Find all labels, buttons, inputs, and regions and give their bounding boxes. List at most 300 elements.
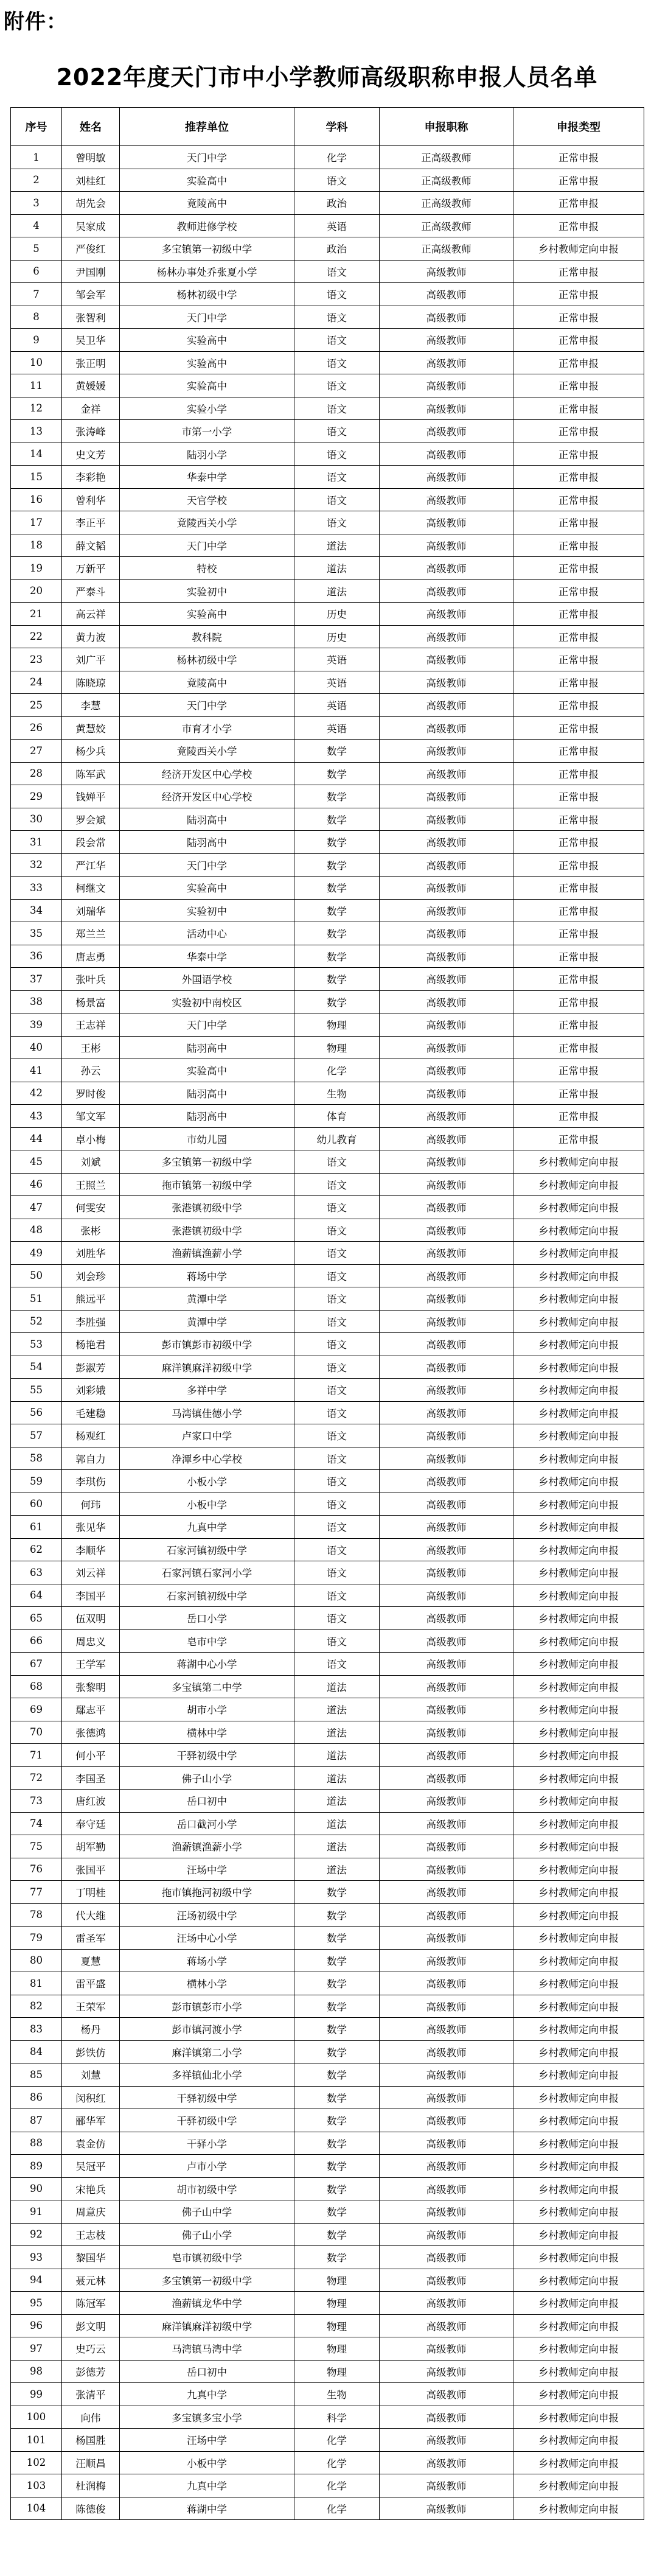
cell-title: 高级教师 (380, 351, 513, 374)
cell-name: 黄力波 (62, 625, 120, 648)
cell-title: 高级教师 (380, 1949, 513, 1972)
cell-index: 96 (11, 2314, 62, 2337)
cell-index: 17 (11, 511, 62, 534)
cell-name: 刘会珍 (62, 1264, 120, 1287)
cell-unit: 实验高中 (120, 1059, 294, 1082)
cell-unit: 胡市初级中学 (120, 2177, 294, 2200)
cell-type: 乡村教师定向申报 (513, 1675, 644, 1698)
cell-unit: 实验初中南校区 (120, 990, 294, 1013)
cell-subject: 数学 (294, 740, 380, 763)
table-row (11, 2018, 644, 2041)
cell-unit: 蒋湖中心小学 (120, 1653, 294, 1676)
cell-unit: 卢市小学 (120, 2155, 294, 2178)
cell-name: 刘云祥 (62, 1561, 120, 1584)
cell-subject: 政治 (294, 192, 380, 215)
cell-index: 49 (11, 1242, 62, 1265)
cell-type: 乡村教师定向申报 (513, 1835, 644, 1858)
cell-index: 2 (11, 169, 62, 192)
cell-title: 高级教师 (380, 1812, 513, 1835)
cell-title: 正高级教师 (380, 192, 513, 215)
cell-title: 高级教师 (380, 1698, 513, 1721)
cell-index: 9 (11, 329, 62, 352)
cell-index: 68 (11, 1675, 62, 1698)
cell-title: 高级教师 (380, 2451, 513, 2474)
cell-subject: 语文 (294, 1424, 380, 1447)
cell-subject: 数学 (294, 853, 380, 877)
cell-index: 4 (11, 214, 62, 237)
cell-index: 23 (11, 648, 62, 671)
cell-subject: 语文 (294, 1561, 380, 1584)
cell-subject: 化学 (294, 2429, 380, 2452)
table-row (11, 420, 644, 443)
cell-unit: 天门中学 (120, 146, 294, 169)
cell-type: 乡村教师定向申报 (513, 1881, 644, 1904)
table-row (11, 2063, 644, 2087)
cell-name: 宋艳兵 (62, 2177, 120, 2200)
cell-subject: 语文 (294, 1379, 380, 1402)
table-row (11, 2109, 644, 2132)
table-row (11, 1561, 644, 1584)
cell-subject: 数学 (294, 877, 380, 900)
cell-title: 高级教师 (380, 260, 513, 283)
cell-type: 乡村教师定向申报 (513, 1173, 644, 1196)
cell-index: 30 (11, 808, 62, 831)
table-row (11, 2406, 644, 2429)
cell-name: 金祥 (62, 397, 120, 420)
table-row (11, 579, 644, 603)
cell-name: 罗会斌 (62, 808, 120, 831)
cell-unit: 陆羽高中 (120, 1105, 294, 1128)
cell-type: 乡村教师定向申报 (513, 1287, 644, 1311)
cell-subject: 化学 (294, 1059, 380, 1082)
cell-subject: 道法 (294, 579, 380, 603)
header-unit: 推荐单位 (120, 108, 294, 146)
cell-name: 邹文军 (62, 1105, 120, 1128)
cell-title: 高级教师 (380, 853, 513, 877)
cell-title: 高级教师 (380, 579, 513, 603)
cell-type: 乡村教师定向申报 (513, 2040, 644, 2063)
cell-type: 乡村教师定向申报 (513, 1310, 644, 1333)
table-row (11, 1972, 644, 1995)
cell-unit: 实验高中 (120, 374, 294, 397)
cell-type: 正常申报 (513, 625, 644, 648)
cell-type: 乡村教师定向申报 (513, 1493, 644, 1516)
cell-index: 25 (11, 694, 62, 717)
cell-type: 正常申报 (513, 146, 644, 169)
cell-title: 高级教师 (380, 1310, 513, 1333)
cell-type: 正常申报 (513, 694, 644, 717)
cell-title: 高级教师 (380, 716, 513, 740)
cell-subject: 数学 (294, 1903, 380, 1927)
cell-subject: 政治 (294, 237, 380, 261)
cell-name: 丁明桂 (62, 1881, 120, 1904)
cell-unit: 教师进修学校 (120, 214, 294, 237)
cell-index: 28 (11, 762, 62, 785)
cell-subject: 数学 (294, 2018, 380, 2041)
cell-index: 3 (11, 192, 62, 215)
cell-index: 76 (11, 1858, 62, 1881)
cell-index: 29 (11, 785, 62, 808)
cell-index: 8 (11, 306, 62, 329)
table-row (11, 2360, 644, 2383)
cell-type: 乡村教师定向申报 (513, 2474, 644, 2497)
cell-subject: 数学 (294, 2086, 380, 2109)
cell-type: 正常申报 (513, 488, 644, 511)
cell-unit: 杨林初级中学 (120, 648, 294, 671)
cell-name: 李国圣 (62, 1766, 120, 1790)
table-row (11, 1219, 644, 1242)
cell-index: 56 (11, 1401, 62, 1424)
cell-subject: 道法 (294, 1812, 380, 1835)
cell-name: 吴卫华 (62, 329, 120, 352)
cell-name: 刘胜华 (62, 1242, 120, 1265)
cell-title: 高级教师 (380, 1424, 513, 1447)
cell-index: 50 (11, 1264, 62, 1287)
cell-title: 高级教师 (380, 1561, 513, 1584)
cell-index: 102 (11, 2451, 62, 2474)
cell-subject: 语文 (294, 1653, 380, 1676)
table-row (11, 1858, 644, 1881)
table-row (11, 1493, 644, 1516)
cell-type: 乡村教师定向申报 (513, 2497, 644, 2520)
table-row (11, 671, 644, 694)
cell-title: 高级教师 (380, 2109, 513, 2132)
table-row (11, 2086, 644, 2109)
cell-type: 正常申报 (513, 922, 644, 945)
cell-title: 正高级教师 (380, 214, 513, 237)
table-row (11, 2314, 644, 2337)
cell-index: 32 (11, 853, 62, 877)
cell-title: 高级教师 (380, 2337, 513, 2361)
cell-type: 乡村教师定向申报 (513, 2086, 644, 2109)
cell-subject: 数学 (294, 2109, 380, 2132)
table-row (11, 2155, 644, 2178)
cell-type: 正常申报 (513, 1082, 644, 1105)
cell-unit: 杨林办事处乔张夏小学 (120, 260, 294, 283)
table-row (11, 899, 644, 922)
cell-name: 代大维 (62, 1903, 120, 1927)
cell-title: 高级教师 (380, 2314, 513, 2337)
cell-subject: 数学 (294, 968, 380, 991)
cell-name: 何雯安 (62, 1196, 120, 1219)
table-row (11, 534, 644, 557)
cell-title: 高级教师 (380, 1242, 513, 1265)
cell-index: 75 (11, 1835, 62, 1858)
cell-unit: 麻洋镇第二小学 (120, 2040, 294, 2063)
cell-name: 张正明 (62, 351, 120, 374)
cell-title: 高级教师 (380, 1036, 513, 1059)
cell-type: 正常申报 (513, 1013, 644, 1037)
cell-name: 刘彩娥 (62, 1379, 120, 1402)
table-row (11, 853, 644, 877)
cell-title: 高级教师 (380, 2018, 513, 2041)
cell-type: 正常申报 (513, 534, 644, 557)
table-row (11, 1744, 644, 1767)
cell-unit: 横林小学 (120, 1972, 294, 1995)
cell-title: 高级教师 (380, 1858, 513, 1881)
cell-index: 64 (11, 1584, 62, 1607)
cell-title: 高级教师 (380, 1287, 513, 1311)
cell-unit: 天门中学 (120, 853, 294, 877)
cell-unit: 张港镇初级中学 (120, 1196, 294, 1219)
cell-name: 黄媛媛 (62, 374, 120, 397)
cell-unit: 石家河镇初级中学 (120, 1538, 294, 1561)
cell-subject: 语文 (294, 466, 380, 489)
table-row (11, 1698, 644, 1721)
cell-unit: 天门中学 (120, 1013, 294, 1037)
cell-index: 10 (11, 351, 62, 374)
cell-type: 正常申报 (513, 260, 644, 283)
table-row (11, 1242, 644, 1265)
table-row (11, 488, 644, 511)
table-row (11, 1927, 644, 1950)
cell-type: 正常申报 (513, 648, 644, 671)
cell-index: 22 (11, 625, 62, 648)
cell-type: 正常申报 (513, 329, 644, 352)
cell-unit: 渔薪镇渔薪小学 (120, 1242, 294, 1265)
table-row (11, 1835, 644, 1858)
cell-name: 严俊红 (62, 237, 120, 261)
cell-name: 张涛峰 (62, 420, 120, 443)
cell-index: 70 (11, 1721, 62, 1744)
cell-type: 乡村教师定向申报 (513, 2314, 644, 2337)
cell-index: 94 (11, 2269, 62, 2292)
table-row (11, 1949, 644, 1972)
cell-unit: 多宝镇多宝小学 (120, 2406, 294, 2429)
table-row (11, 922, 644, 945)
cell-title: 高级教师 (380, 945, 513, 968)
cell-index: 99 (11, 2383, 62, 2406)
cell-index: 7 (11, 283, 62, 306)
cell-name: 严泰斗 (62, 579, 120, 603)
cell-index: 16 (11, 488, 62, 511)
cell-unit: 蒋场小学 (120, 1949, 294, 1972)
table-row (11, 1173, 644, 1196)
cell-name: 熊远平 (62, 1287, 120, 1311)
table-row (11, 2451, 644, 2474)
cell-unit: 黄潭中学 (120, 1310, 294, 1333)
cell-title: 正高级教师 (380, 169, 513, 192)
cell-subject: 语文 (294, 1196, 380, 1219)
cell-unit: 市育才小学 (120, 716, 294, 740)
cell-title: 高级教师 (380, 1447, 513, 1470)
cell-title: 高级教师 (380, 2132, 513, 2155)
cell-type: 正常申报 (513, 306, 644, 329)
cell-name: 周忠义 (62, 1629, 120, 1653)
cell-unit: 九真中学 (120, 2383, 294, 2406)
cell-title: 高级教师 (380, 1173, 513, 1196)
cell-title: 高级教师 (380, 306, 513, 329)
cell-subject: 道法 (294, 1858, 380, 1881)
cell-index: 84 (11, 2040, 62, 2063)
cell-name: 史巧云 (62, 2337, 120, 2361)
cell-name: 张国平 (62, 1858, 120, 1881)
cell-name: 伍双明 (62, 1607, 120, 1630)
table-row (11, 1287, 644, 1311)
cell-title: 高级教师 (380, 1607, 513, 1630)
header-row (11, 108, 644, 146)
cell-unit: 杨林初级中学 (120, 283, 294, 306)
table-row (11, 1903, 644, 1927)
cell-title: 高级教师 (380, 2406, 513, 2429)
cell-subject: 数学 (294, 2177, 380, 2200)
cell-index: 14 (11, 443, 62, 466)
table-row (11, 945, 644, 968)
cell-subject: 数学 (294, 785, 380, 808)
cell-index: 80 (11, 1949, 62, 1972)
cell-subject: 数学 (294, 2223, 380, 2246)
cell-unit: 华泰中学 (120, 466, 294, 489)
cell-subject: 语文 (294, 443, 380, 466)
cell-type: 乡村教师定向申报 (513, 237, 644, 261)
cell-title: 高级教师 (380, 1264, 513, 1287)
cell-type: 正常申报 (513, 283, 644, 306)
cell-title: 高级教师 (380, 1629, 513, 1653)
cell-type: 正常申报 (513, 831, 644, 854)
cell-subject: 数学 (294, 1972, 380, 1995)
cell-index: 61 (11, 1516, 62, 1539)
cell-unit: 多宝镇第二中学 (120, 1675, 294, 1698)
cell-title: 高级教师 (380, 1903, 513, 1927)
cell-title: 高级教师 (380, 2200, 513, 2224)
cell-subject: 语文 (294, 1356, 380, 1379)
cell-subject: 化学 (294, 2451, 380, 2474)
cell-type: 正常申报 (513, 1059, 644, 1082)
cell-name: 李慧 (62, 694, 120, 717)
cell-title: 高级教师 (380, 2177, 513, 2200)
cell-type: 乡村教师定向申报 (513, 2132, 644, 2155)
cell-type: 乡村教师定向申报 (513, 2451, 644, 2474)
cell-subject: 语文 (294, 1607, 380, 1630)
cell-subject: 物理 (294, 1036, 380, 1059)
cell-title: 高级教师 (380, 1379, 513, 1402)
cell-unit: 横林中学 (120, 1721, 294, 1744)
cell-title: 高级教师 (380, 1721, 513, 1744)
cell-index: 1 (11, 146, 62, 169)
cell-index: 40 (11, 1036, 62, 1059)
cell-type: 乡村教师定向申报 (513, 1196, 644, 1219)
cell-subject: 语文 (294, 1538, 380, 1561)
cell-index: 73 (11, 1790, 62, 1813)
cell-title: 高级教师 (380, 329, 513, 352)
cell-title: 高级教师 (380, 1927, 513, 1950)
cell-index: 33 (11, 877, 62, 900)
cell-name: 罗时俊 (62, 1082, 120, 1105)
cell-name: 刘斌 (62, 1150, 120, 1174)
cell-subject: 语文 (294, 329, 380, 352)
cell-unit: 麻洋镇麻洋初级中学 (120, 1356, 294, 1379)
cell-subject: 道法 (294, 1721, 380, 1744)
table-row (11, 1538, 644, 1561)
cell-unit: 陆羽高中 (120, 1082, 294, 1105)
cell-index: 26 (11, 716, 62, 740)
cell-unit: 小板小学 (120, 1470, 294, 1493)
cell-index: 47 (11, 1196, 62, 1219)
cell-unit: 岳口截河小学 (120, 1812, 294, 1835)
cell-type: 乡村教师定向申报 (513, 1401, 644, 1424)
cell-unit: 多宝镇第一初级中学 (120, 1150, 294, 1174)
cell-name: 刘瑞华 (62, 899, 120, 922)
cell-name: 张叶兵 (62, 968, 120, 991)
cell-index: 66 (11, 1629, 62, 1653)
cell-title: 高级教师 (380, 283, 513, 306)
cell-title: 高级教师 (380, 557, 513, 580)
cell-title: 高级教师 (380, 1127, 513, 1150)
table-header (11, 108, 644, 146)
cell-type: 乡村教师定向申报 (513, 1629, 644, 1653)
table-row (11, 374, 644, 397)
cell-unit: 天门中学 (120, 306, 294, 329)
cell-name: 杨丹 (62, 2018, 120, 2041)
cell-name: 向伟 (62, 2406, 120, 2429)
cell-subject: 语文 (294, 397, 380, 420)
cell-name: 王荣军 (62, 1995, 120, 2018)
cell-name: 王学军 (62, 1653, 120, 1676)
cell-type: 乡村教师定向申报 (513, 1972, 644, 1995)
cell-subject: 数学 (294, 762, 380, 785)
cell-title: 高级教师 (380, 511, 513, 534)
table-row (11, 2223, 644, 2246)
cell-index: 67 (11, 1653, 62, 1676)
cell-type: 乡村教师定向申报 (513, 2292, 644, 2315)
cell-index: 36 (11, 945, 62, 968)
cell-unit: 皂市镇初级中学 (120, 2246, 294, 2269)
table-row (11, 1196, 644, 1219)
cell-index: 42 (11, 1082, 62, 1105)
cell-name: 杨少兵 (62, 740, 120, 763)
table-row (11, 694, 644, 717)
cell-index: 86 (11, 2086, 62, 2109)
cell-type: 乡村教师定向申报 (513, 2155, 644, 2178)
cell-index: 48 (11, 1219, 62, 1242)
cell-unit: 石家河镇初级中学 (120, 1584, 294, 1607)
table-row (11, 1036, 644, 1059)
cell-unit: 天官学校 (120, 488, 294, 511)
cell-type: 乡村教师定向申报 (513, 2177, 644, 2200)
cell-name: 柯继文 (62, 877, 120, 900)
cell-subject: 数学 (294, 1881, 380, 1904)
table-row (11, 1995, 644, 2018)
table-row (11, 1379, 644, 1402)
cell-index: 20 (11, 579, 62, 603)
cell-subject: 语文 (294, 169, 380, 192)
cell-name: 杜润梅 (62, 2474, 120, 2497)
cell-title: 高级教师 (380, 1516, 513, 1539)
cell-type: 正常申报 (513, 214, 644, 237)
table-row (11, 1059, 644, 1082)
cell-name: 张德鸿 (62, 1721, 120, 1744)
table-row (11, 831, 644, 854)
cell-type: 乡村教师定向申报 (513, 2406, 644, 2429)
cell-unit: 汪场中心小学 (120, 1927, 294, 1950)
cell-index: 72 (11, 1766, 62, 1790)
cell-name: 陈德俊 (62, 2497, 120, 2520)
cell-name: 张智利 (62, 306, 120, 329)
cell-title: 高级教师 (380, 648, 513, 671)
cell-index: 18 (11, 534, 62, 557)
cell-unit: 九真中学 (120, 1516, 294, 1539)
cell-name: 刘慧 (62, 2063, 120, 2087)
table-row (11, 1333, 644, 1356)
cell-name: 彭德芳 (62, 2360, 120, 2383)
table-row (11, 2132, 644, 2155)
cell-subject: 历史 (294, 603, 380, 626)
header-type: 申报类型 (513, 108, 644, 146)
table-row (11, 329, 644, 352)
cell-index: 90 (11, 2177, 62, 2200)
cell-index: 65 (11, 1607, 62, 1630)
cell-unit: 干驿初级中学 (120, 1744, 294, 1767)
